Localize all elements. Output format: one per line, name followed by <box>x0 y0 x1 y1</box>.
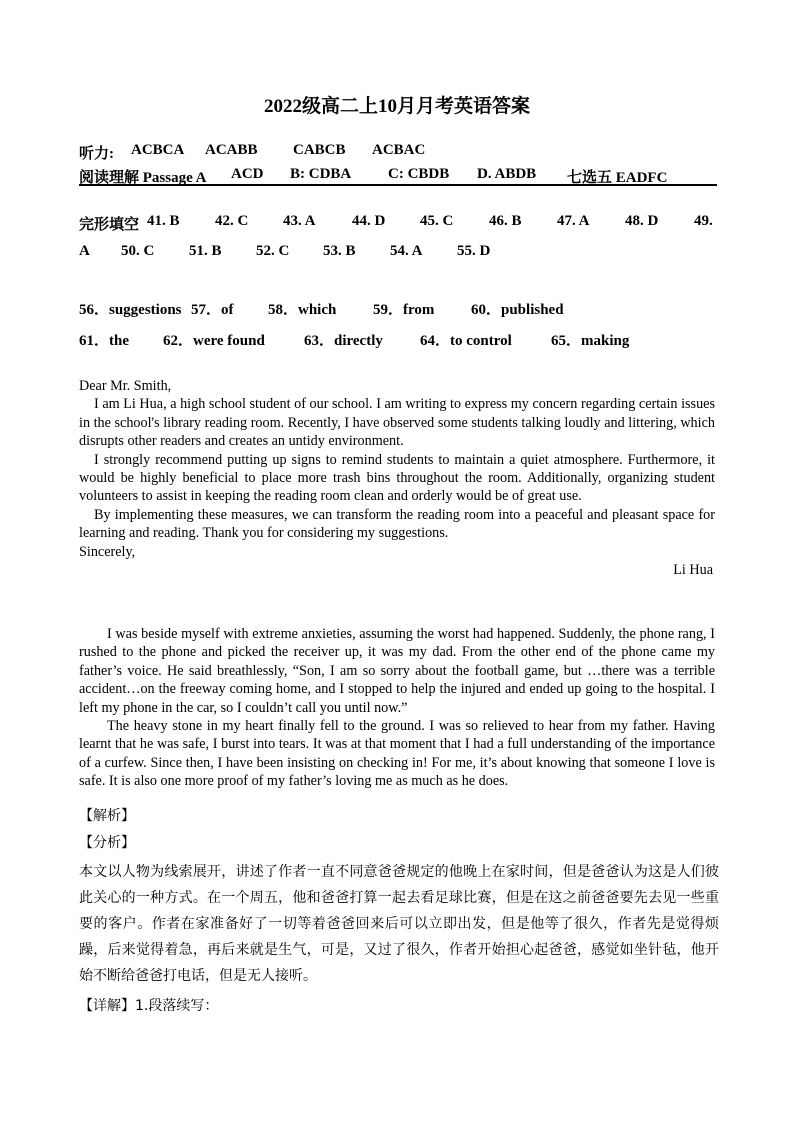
grammar-answer: 61．the <box>79 333 129 349</box>
cloze-answer: 45. C <box>420 213 454 229</box>
grammar-answer: 57．of <box>191 302 234 318</box>
listening-label: 听力: <box>79 146 114 162</box>
cloze-answer: 51. B <box>189 243 222 259</box>
cloze-answer: 52. C <box>256 243 290 259</box>
detail-label: 【详解】 <box>79 998 135 1014</box>
header-divider <box>79 184 717 186</box>
reading-passage-c: C: CBDB <box>388 166 450 182</box>
letter-paragraph: I strongly recommend putting up signs to remind students to maintain a quiet atmosphere. Furthermore, it would be highly beneficial to place more trash bins throughout the room. Additionally, organizing student volunteers to assist in keeping the reading room clean and orderly would be of great use. <box>79 451 715 505</box>
listening-group-1: ACBCA <box>131 142 185 158</box>
grammar-answer: 59．from <box>373 302 435 318</box>
grammar-answer: 60．published <box>471 302 564 318</box>
cloze-answer: 49. <box>694 213 713 229</box>
cloze-answer: 43. A <box>283 213 316 229</box>
listening-group-4: ACBAC <box>372 142 426 158</box>
sample-letter <box>79 377 715 579</box>
grammar-answer: 64．to control <box>420 333 512 349</box>
story-paragraph: I was beside myself with extreme anxieties, assuming the worst had happened. Suddenly, the phone rang, I rushed to the phone and picked the receiver up, it was my dad. From the other end of the phone came my father’s voice. He said breathlessly, “Son, I am so sorry about the football game, but …there was a terrible accident…on the freeway coming home, and I stopped to help the injured and ended up going to the hospital. I left my phone in the car, so I couldn’t call you until now.” <box>79 626 715 716</box>
listening-group-3: CABCB <box>293 142 346 158</box>
letter-signature: Li Hua <box>673 562 713 579</box>
page-title: 2022级高二上10月月考英语答案 <box>263 96 530 117</box>
cloze-label: 完形填空 <box>79 217 140 233</box>
analysis-detail <box>79 995 719 1017</box>
story-paragraph: The heavy stone in my heart finally fell to the ground. I was so relieved to hear from my father. Having learnt that he was safe, I burst into tears. It was at that moment that I had a full understanding of the importance of a curfew. Since then, I have been insisting on checking in! For me, it’s about knowing that someone I love is safe. It is also one more proof of my father’s loving me as much as he does. <box>79 718 715 790</box>
detail-text: 1.段落续写： <box>135 998 219 1014</box>
letter-paragraph: I am Li Hua, a high school student of our school. I am writing to express my concern regarding certain issues in the school's library reading room. Recently, I have observed some students talking loudly and littering, which disrupts other readers and creates an untidy environment. <box>79 396 715 450</box>
grammar-answer: 56．suggestions <box>79 302 182 318</box>
grammar-answer: 62．were found <box>163 333 265 349</box>
cloze-answer: 55. D <box>457 243 491 259</box>
cloze-answer: 44. D <box>352 213 386 229</box>
letter-salutation: Dear Mr. Smith, <box>79 378 172 394</box>
grammar-answer: 65．making <box>551 333 630 349</box>
seven-choose-five: 七选五 EADFC <box>567 170 668 186</box>
sample-story <box>79 625 715 791</box>
listening-group-2: ACABB <box>205 142 258 158</box>
cloze-answer: 41. B <box>147 213 180 229</box>
reading-label: 阅读理解 Passage A <box>79 170 207 186</box>
cloze-answer: 54. A <box>390 243 423 259</box>
grammar-answer: 63．directly <box>304 333 383 349</box>
reading-passage-a: ACD <box>231 166 264 182</box>
cloze-answer: A <box>79 243 90 259</box>
analysis-fenxi: 【分析】 <box>79 835 135 851</box>
analysis-jiexi: 【解析】 <box>79 808 135 824</box>
cloze-answer: 47. A <box>557 213 590 229</box>
cloze-answer: 42. C <box>215 213 249 229</box>
reading-passage-b: B: CDBA <box>290 166 352 182</box>
letter-paragraph: By implementing these measures, we can transform the reading room into a peaceful and pleasant space for learning and reading. Thank you for considering my suggestions. <box>79 506 715 542</box>
cloze-answer: 46. B <box>489 213 522 229</box>
reading-passage-d: D. ABDB <box>477 166 537 182</box>
letter-closing: Sincerely, <box>79 543 136 560</box>
cloze-answer: 48. D <box>625 213 659 229</box>
grammar-answer: 58．which <box>268 302 337 318</box>
cloze-answer: 50. C <box>121 243 155 259</box>
analysis-body: 本文以人物为线索展开，讲述了作者一直不同意爸爸规定的他晚上在家时间，但是爸爸认为这是人们彼此关心的一种方式。在一个周五，他和爸爸打算一起去看足球比赛，但是在这之前爸爸要先去见一些重要的客户。作者在家准备好了一切等着爸爸回来后可以立即出发，但是他等了很久，作者先是觉得烦躁，后来觉得着急，再后来就是生气，可是，又过了很久，作者开始担心起爸爸，感觉如坐针毡，他开始不断给爸爸打电话，但是无人接听。 <box>79 864 719 984</box>
cloze-answer: 53. B <box>323 243 356 259</box>
